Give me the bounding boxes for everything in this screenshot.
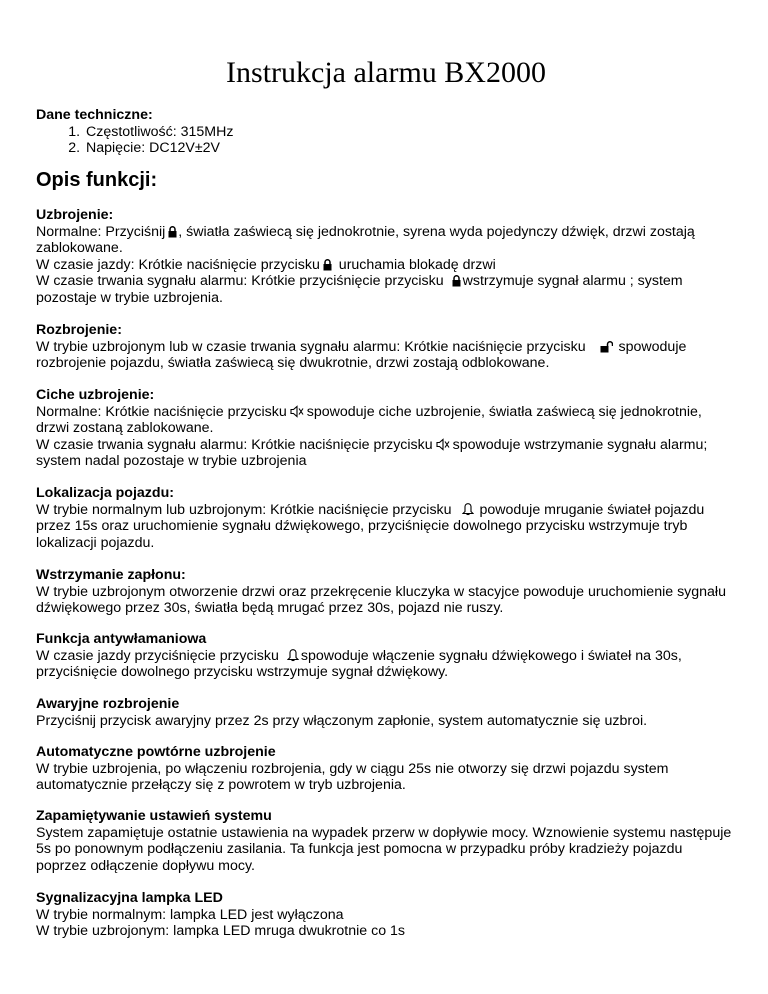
document-title: Instrukcja alarmu BX2000	[226, 56, 546, 89]
section-memory	[36, 808, 736, 874]
text-span: W czasie jazdy: Krótkie naciśnięcie przycisku	[36, 256, 320, 273]
text-span: spowoduje rozbrojenie pojazdu, światła zaświecą się dwukrotnie, drzwi zostają odblokowane.	[36, 338, 687, 372]
mute-icon	[436, 438, 450, 451]
section-ignition	[36, 567, 736, 617]
specs-label: Dane techniczne:	[36, 107, 153, 123]
section-title: Ciche uzbrojenie:	[36, 387, 155, 403]
text-span: powoduje mruganie świateł pojazdu przez 15s oraz uruchomienie sygnału dźwiękowego, przyciśnięcie dowolnego przycisku wstrzymuje tryb lokalizacji pojazdu.	[36, 501, 705, 551]
section-title: Rozbrojenie:	[36, 322, 122, 338]
section-text	[36, 257, 736, 274]
section-text: W trybie normalnym: lampka LED jest wyłączona	[36, 906, 344, 923]
functions-heading: Opis funkcji:	[36, 169, 158, 191]
section-title: Uzbrojenie:	[36, 207, 114, 223]
technical-specs	[36, 107, 233, 157]
text-span: W trybie uzbrojonym lub w czasie trwania sygnału alarmu: Krótkie naciśnięcie przycisku	[36, 338, 586, 355]
section-locate	[36, 485, 736, 551]
section-title: Funkcja antywłamaniowa	[36, 631, 207, 647]
section-disarm	[36, 322, 736, 372]
spec-voltage: 2. Napięcie: DC12V±2V	[84, 140, 233, 157]
section-text: Przyciśnij przycisk awaryjny przez 2s przy włączonym zapłonie, system automatycznie się uzbroi.	[36, 712, 648, 729]
section-text: System zapamiętuje ostatnie ustawienia na wypadek przerw w dopływie mocy. Wznowienie systemu następuje 5s po ponownym podłączeniu zasilania. Ta funkcja jest pomocna w przypadku próby kradzieży pojazdu poprzez odłączenie dopływu mocy.	[36, 824, 732, 874]
section-title: Sygnalizacyjna lampka LED	[36, 890, 223, 906]
text-span: , światła zaświecą się jednokrotnie, syrena wyda pojedynczy dźwięk, drzwi zostają zablokowane.	[36, 223, 695, 257]
section-title: Lokalizacja pojazdu:	[36, 485, 174, 501]
specs-list	[36, 124, 233, 157]
text-span: spowoduje ciche uzbrojenie, światła zaświecą się jednokrotnie, drzwi zostaną zablokowane.	[36, 403, 702, 437]
mute-icon	[290, 405, 304, 418]
text-span: spowoduje włączenie sygnału dźwiękowego i świateł na 30s, przyciśnięcie dowolnego przycisku wstrzymuje sygnał dźwiękowy.	[36, 647, 682, 681]
section-title: Awaryjne rozbrojenie	[36, 696, 180, 712]
section-text: W trybie uzbrojenia, po włączeniu rozbrojenia, gdy w ciągu 25s nie otworzy się drzwi pojazdu system automatycznie przełączy się z powrotem w tryb uzbrojenia.	[36, 760, 669, 794]
text-span: wstrzymuje sygnał alarmu ; system pozostaje w trybie uzbrojenia.	[36, 273, 683, 306]
text-span: Normalne: Krótkie naciśnięcie przycisku	[36, 403, 287, 420]
section-text	[36, 224, 736, 257]
bell-icon	[287, 649, 299, 662]
section-text	[36, 502, 736, 552]
unlock-icon	[600, 341, 613, 353]
text-span: W czasie trwania sygnału alarmu: Krótkie naciśnięcie przycisku	[36, 436, 433, 453]
spec-frequency: 1. Częstotliwość: 315MHz	[84, 124, 233, 141]
section-arm	[36, 207, 736, 307]
section-text	[36, 273, 736, 306]
section-emergency-disarm	[36, 696, 736, 729]
lock-icon	[323, 259, 332, 271]
text-span: uruchamia blokadę drzwi	[334, 256, 496, 273]
text-span: Normalne: Przyciśnij	[36, 223, 166, 240]
bell-icon	[462, 503, 474, 516]
section-title: Wstrzymanie zapłonu:	[36, 567, 186, 583]
lock-icon	[452, 275, 461, 287]
section-led	[36, 890, 736, 940]
section-text	[36, 437, 736, 470]
section-antitheft	[36, 631, 736, 681]
section-title: Zapamiętywanie ustawień systemu	[36, 808, 272, 824]
lock-icon	[168, 226, 177, 238]
section-text	[36, 339, 736, 372]
text-span: W czasie jazdy przyciśnięcie przycisku	[36, 647, 279, 664]
section-silent-arm	[36, 387, 736, 470]
section-text: W trybie uzbrojonym otworzenie drzwi oraz przekręcenie kluczyka w stacyjce powoduje uruchomienie sygnału dźwiękowego przez 30s, światła będą mrugać przez 30s, pojazd nie ruszy.	[36, 583, 726, 617]
text-span: spowoduje wstrzymanie sygnału alarmu; system nadal pozostaje w trybie uzbrojenia	[36, 436, 708, 470]
section-text	[36, 404, 736, 437]
section-text: W trybie uzbrojonym: lampka LED mruga dwukrotnie co 1s	[36, 923, 406, 940]
text-span: W trybie normalnym lub uzbrojonym: Krótkie naciśnięcie przycisku	[36, 501, 452, 518]
section-text	[36, 648, 736, 681]
section-auto-rearm	[36, 744, 736, 794]
text-span: W czasie trwania sygnału alarmu: Krótkie przyciśnięcie przycisku	[36, 273, 444, 290]
section-title: Automatyczne powtórne uzbrojenie	[36, 744, 276, 760]
